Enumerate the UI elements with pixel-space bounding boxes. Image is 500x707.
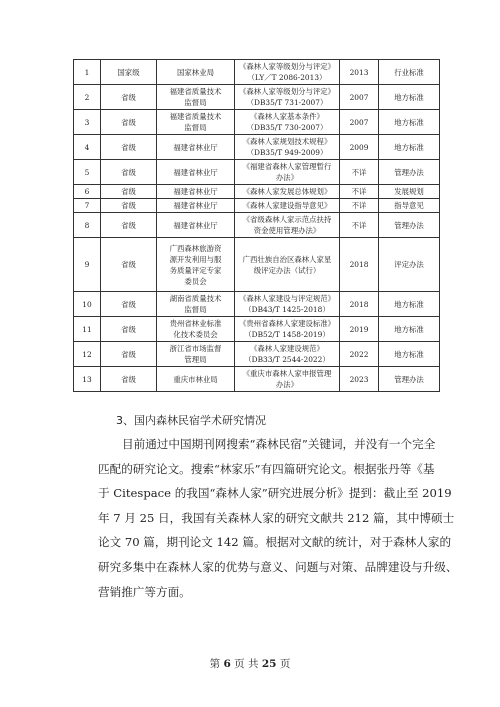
issue-year: 2018 <box>340 238 379 292</box>
issuing-department-line: 浙江省市场监督 <box>169 344 222 353</box>
issue-year: 不详 <box>340 160 379 185</box>
body-paragraph <box>98 432 458 604</box>
issuing-department <box>157 160 235 185</box>
issuing-department-line: 湖南省质量技术 <box>169 294 222 303</box>
admin-level: 省级 <box>101 185 157 199</box>
admin-level: 省级 <box>101 213 157 238</box>
standards-table-body <box>74 60 440 392</box>
issuing-department <box>157 110 235 135</box>
admin-level: 省级 <box>101 238 157 292</box>
standard-title-line: 《森林人家等级划分与评定》 <box>238 87 336 96</box>
table-row <box>74 185 440 199</box>
issuing-department-line: 福建省林业厅 <box>173 201 218 210</box>
issuing-department-line: 重庆市林业局 <box>173 374 218 384</box>
standard-title-line: 《重庆市森林人家申报管理 <box>242 369 332 378</box>
standard-title-line: 《森林人家建设与评定规范》 <box>238 294 336 303</box>
standard-title-line: 《森林人家建设指导意见》 <box>242 201 332 210</box>
standard-title <box>235 342 340 367</box>
standard-title <box>235 160 340 185</box>
document-type: 行业标准 <box>379 60 440 85</box>
paragraph-line: 论文 70 篇，期刊论文 142 篇。根据对文献的统计，对于森林人家的 <box>98 535 452 550</box>
row-number: 6 <box>74 185 101 199</box>
issuing-department-line: 监督局 <box>184 305 207 314</box>
table-row <box>74 367 440 392</box>
paragraph-line: 年 7 月 25 日，我国有关森林人家的研究文献共 212 篇，其中博硕士 <box>98 510 455 525</box>
standard-title-line: 《森林人家规划技术规程》 <box>242 137 332 146</box>
paragraph-line: 目前通过中国期刊网搜索“森林民宿”关键词，并没有一个完全 <box>122 437 436 451</box>
issue-year: 不详 <box>340 185 379 199</box>
page-footer <box>0 656 500 671</box>
footer-total-pages: 25 <box>261 658 277 670</box>
standard-title <box>235 238 340 292</box>
footer-page-number: 6 <box>223 658 231 670</box>
admin-level: 省级 <box>101 342 157 367</box>
issue-year: 2007 <box>340 85 379 110</box>
admin-level: 省级 <box>101 367 157 392</box>
issuing-department-line: 福建省林业厅 <box>173 187 218 196</box>
document-type: 地方标准 <box>379 342 440 367</box>
issuing-department-line: 国家林业局 <box>177 67 214 77</box>
issue-year: 2009 <box>340 135 379 160</box>
table-row <box>74 213 440 238</box>
issue-year: 不详 <box>340 213 379 238</box>
issuing-department <box>157 317 235 342</box>
issue-year: 2013 <box>340 60 379 85</box>
document-type: 地方标准 <box>379 292 440 317</box>
standard-title-line: 《福建省森林人家管理暂行 <box>242 162 332 171</box>
document-type: 管理办法 <box>379 160 440 185</box>
standard-title <box>235 60 340 85</box>
footer-prefix: 第 <box>209 658 221 670</box>
admin-level: 省级 <box>101 292 157 317</box>
standard-title-line: （DB35/T 730-2007） <box>246 123 328 132</box>
issuing-department <box>157 185 235 199</box>
table-row <box>74 160 440 185</box>
row-number: 2 <box>74 85 101 110</box>
row-number: 3 <box>74 110 101 135</box>
row-number: 11 <box>74 317 101 342</box>
section-heading: 3、国内森林民宿学术研究情况 <box>116 414 266 427</box>
standard-title <box>235 317 340 342</box>
document-type: 管理办法 <box>379 367 440 392</box>
issuing-department <box>157 213 235 238</box>
issuing-department-line: 福建省质量技术 <box>169 87 222 96</box>
document-type: 地方标准 <box>379 317 440 342</box>
issuing-department <box>157 292 235 317</box>
standard-title-line: 《森林人家建设规范》 <box>250 344 324 353</box>
standard-title <box>235 213 340 238</box>
standards-table <box>73 59 440 392</box>
issuing-department-line: 管理局 <box>184 355 207 364</box>
document-type: 地方标准 <box>379 85 440 110</box>
standard-title-line: （DB33/T 2544-2022） <box>244 355 330 364</box>
row-number: 4 <box>74 135 101 160</box>
row-number: 9 <box>74 238 101 292</box>
standard-title-line: 《森林人家发展总体规划》 <box>242 187 332 196</box>
document-type: 地方标准 <box>379 110 440 135</box>
table-row <box>74 60 440 85</box>
row-number: 5 <box>74 160 101 185</box>
admin-level: 省级 <box>101 110 157 135</box>
standard-title-line: （DB35/T 731-2007） <box>246 98 328 107</box>
admin-level: 省级 <box>101 317 157 342</box>
issuing-department-line: 务质量评定专家 <box>169 265 222 275</box>
issuing-department-line: 福建省林业厅 <box>173 220 218 230</box>
admin-level: 国家级 <box>101 60 157 85</box>
issuing-department-line: 福建省质量技术 <box>169 112 222 121</box>
admin-level: 省级 <box>101 135 157 160</box>
table-row <box>74 342 440 367</box>
row-number: 8 <box>74 213 101 238</box>
standard-title <box>235 292 340 317</box>
standard-title <box>235 85 340 110</box>
document-type: 指导意见 <box>379 199 440 213</box>
row-number: 12 <box>74 342 101 367</box>
table-row <box>74 135 440 160</box>
standard-title <box>235 135 340 160</box>
issuing-department <box>157 367 235 392</box>
issuing-department-line: 福建省林业厅 <box>173 167 218 177</box>
issue-year: 2007 <box>340 110 379 135</box>
issue-year: 2019 <box>340 317 379 342</box>
standard-title-line: 《省级森林人家示范点扶持 <box>242 215 332 224</box>
footer-middle: 页 共 <box>234 658 259 670</box>
paragraph-line: 营销推广等方面。 <box>98 584 191 599</box>
admin-level: 省级 <box>101 85 157 110</box>
issuing-department-line: 监督局 <box>184 123 207 132</box>
table-row <box>74 110 440 135</box>
issuing-department-line: 源开发利用与服 <box>169 254 222 264</box>
issuing-department <box>157 60 235 85</box>
paragraph-line: 于 Citespace 的我国“森林人家”研究进展分析》提到：截止至 2019 <box>98 486 452 501</box>
issue-year: 2023 <box>340 367 379 392</box>
issuing-department <box>157 342 235 367</box>
issuing-department-line: 监督局 <box>184 98 207 107</box>
standard-title-line: （DB52/T 1458-2019） <box>244 330 330 339</box>
row-number: 7 <box>74 199 101 213</box>
table-row <box>74 238 440 292</box>
standard-title <box>235 367 340 392</box>
paragraph-line: 研究多集中在森林人家的优势与意义、问题与对策、品牌建设与升级、 <box>98 559 458 574</box>
standard-title <box>235 185 340 199</box>
row-number: 1 <box>74 60 101 85</box>
document-type: 发展规划 <box>379 185 440 199</box>
issuing-department <box>157 135 235 160</box>
standard-title-line: 资金使用管理办法》 <box>253 226 321 235</box>
table-row <box>74 317 440 342</box>
standard-title <box>235 110 340 135</box>
footer-suffix: 页 <box>279 658 291 670</box>
standard-title-line: 广西壮族自治区森林人家星 <box>242 254 332 264</box>
issuing-department <box>157 199 235 213</box>
paragraph-line: 匹配的研究论文。搜索“林家乐”有四篇研究论文。根据张丹等《基 <box>98 461 435 476</box>
standard-title-line: （DB35/T 949-2009） <box>246 148 328 157</box>
issue-year: 2022 <box>340 342 379 367</box>
standard-title-line: 办法》 <box>275 380 299 389</box>
standard-title-line: 级评定办法（试行） <box>253 265 321 275</box>
issuing-department-line: 贵州省林业标准 <box>169 319 222 328</box>
table-row <box>74 199 440 213</box>
issuing-department <box>157 238 235 292</box>
issuing-department <box>157 85 235 110</box>
row-number: 10 <box>74 292 101 317</box>
standard-title-line: 《森林人家基本条件》 <box>250 112 324 121</box>
standard-title-line: （LY／T 2086-2013） <box>247 73 327 82</box>
admin-level: 省级 <box>101 160 157 185</box>
issuing-department-line: 广西森林旅游资 <box>169 243 222 253</box>
standard-title-line: 《森林人家等级划分与评定》 <box>238 62 336 71</box>
issuing-department-line: 委员会 <box>184 276 207 286</box>
document-type: 地方标准 <box>379 135 440 160</box>
standard-title-line: 《贵州省森林人家建设标准》 <box>238 319 336 328</box>
standard-title-line: 办法》 <box>275 173 299 182</box>
issue-year: 2018 <box>340 292 379 317</box>
issuing-department-line: 化技术委员会 <box>173 330 218 339</box>
row-number: 13 <box>74 367 101 392</box>
table-row <box>74 85 440 110</box>
issue-year: 不详 <box>340 199 379 213</box>
admin-level: 省级 <box>101 199 157 213</box>
table-row <box>74 292 440 317</box>
issuing-department-line: 福建省林业厅 <box>173 142 218 152</box>
standard-title-line: （DB43/T 1425-2018） <box>244 305 330 314</box>
document-type: 评定办法 <box>379 238 440 292</box>
standard-title <box>235 199 340 213</box>
document-type: 管理办法 <box>379 213 440 238</box>
